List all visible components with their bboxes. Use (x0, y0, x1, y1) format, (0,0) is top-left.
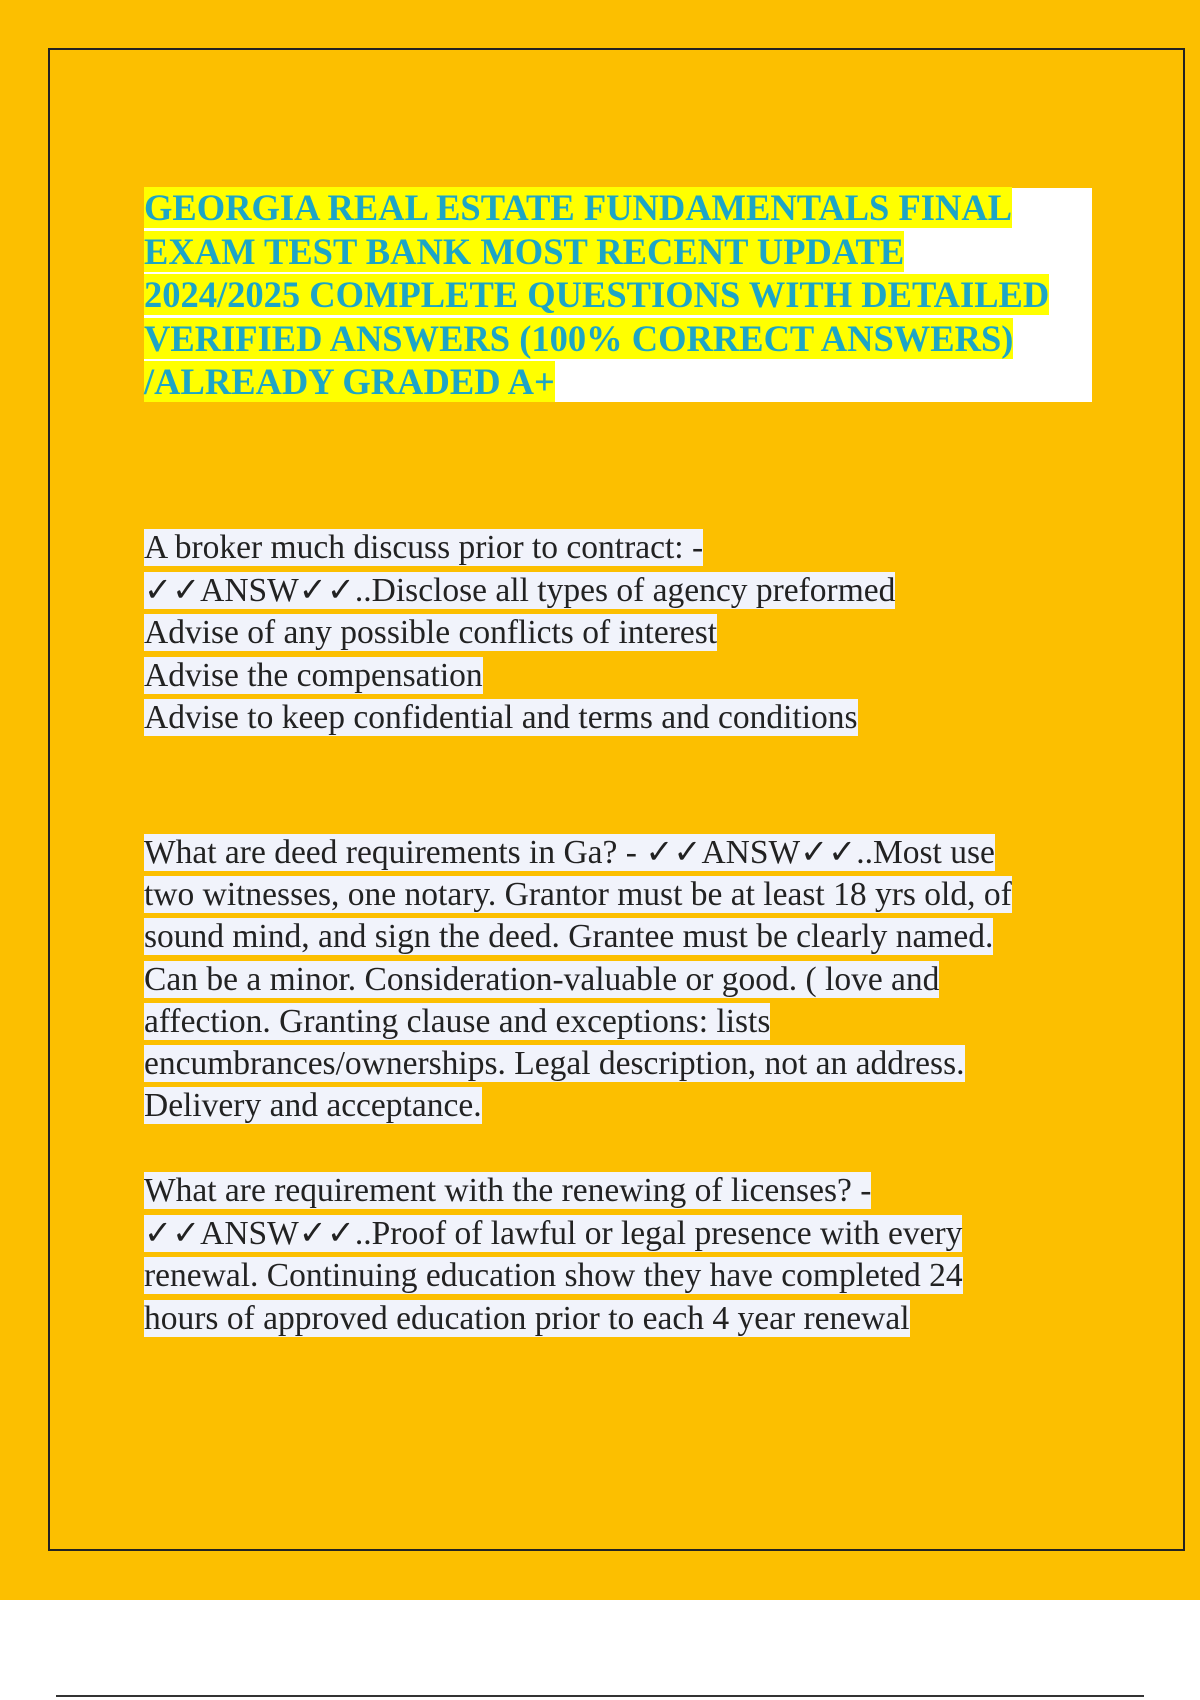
answer-text: Can be a minor. Consideration-valuable or good. ( love and (144, 960, 940, 998)
qa-block-license-renewal (144, 1170, 1104, 1340)
text-line (144, 832, 1104, 874)
question-text: What are requirement with the renewing of licenses? - (144, 1172, 872, 1209)
text-line (144, 570, 1104, 613)
text-line (144, 874, 1104, 916)
answer-text: sound mind, and sign the deed. Grantee must be clearly named. (144, 918, 994, 956)
title-line: VERIFIED ANSWERS (100% CORRECT ANSWERS) (144, 317, 1014, 359)
answer-text: Advise the compensation (144, 656, 483, 694)
title-line: 2024/2025 COMPLETE QUESTIONS WITH DETAILED (144, 274, 1050, 315)
text-line (144, 655, 1104, 698)
title-line: GEORGIA REAL ESTATE FUNDAMENTALS FINAL (144, 187, 1013, 228)
answer-text: Advise of any possible conflicts of interest (144, 614, 718, 651)
text-line (144, 1255, 1104, 1298)
answer-text: Delivery and acceptance. (144, 1087, 482, 1125)
text-line (144, 1043, 1104, 1085)
answer-text: Advise to keep confidential and terms and conditions (144, 699, 858, 736)
text-line (144, 697, 1104, 740)
title-line: /ALREADY GRADED A+ (144, 361, 555, 402)
text-line (144, 612, 1104, 655)
text-line (144, 1213, 1104, 1256)
answer-text: renewal. Continuing education show they have completed 24 (144, 1257, 963, 1294)
qa-block-broker-disclosure (144, 527, 1104, 740)
text-line (144, 1170, 1104, 1213)
text-line (144, 916, 1104, 958)
footer-divider (56, 1695, 1144, 1697)
answer-text: two witnesses, one notary. Grantor must be at least 18 yrs old, of (144, 876, 1012, 914)
document-title (144, 186, 1084, 404)
text-line (144, 527, 1104, 570)
text-line (144, 1085, 1104, 1127)
text-line (144, 1298, 1104, 1341)
answer-text: hours of approved education prior to each 4 year renewal (144, 1299, 910, 1337)
qa-block-deed-requirements (144, 832, 1104, 1127)
answer-text: encumbrances/ownerships. Legal description, not an address. (144, 1045, 965, 1083)
answer-text: affection. Granting clause and exceptions: lists (144, 1002, 771, 1040)
question-text: What are deed requirements in Ga? - ✓✓ANSW✓✓..Most use (144, 834, 995, 871)
text-line (144, 1001, 1104, 1043)
answer-text: ✓✓ANSW✓✓..Disclose all types of agency preformed (144, 571, 896, 609)
title-line: EXAM TEST BANK MOST RECENT UPDATE (144, 230, 905, 272)
text-line (144, 959, 1104, 1001)
answer-text: ✓✓ANSW✓✓..Proof of lawful or legal presence with every (144, 1214, 963, 1252)
question-text: A broker much discuss prior to contract: - (144, 529, 704, 566)
